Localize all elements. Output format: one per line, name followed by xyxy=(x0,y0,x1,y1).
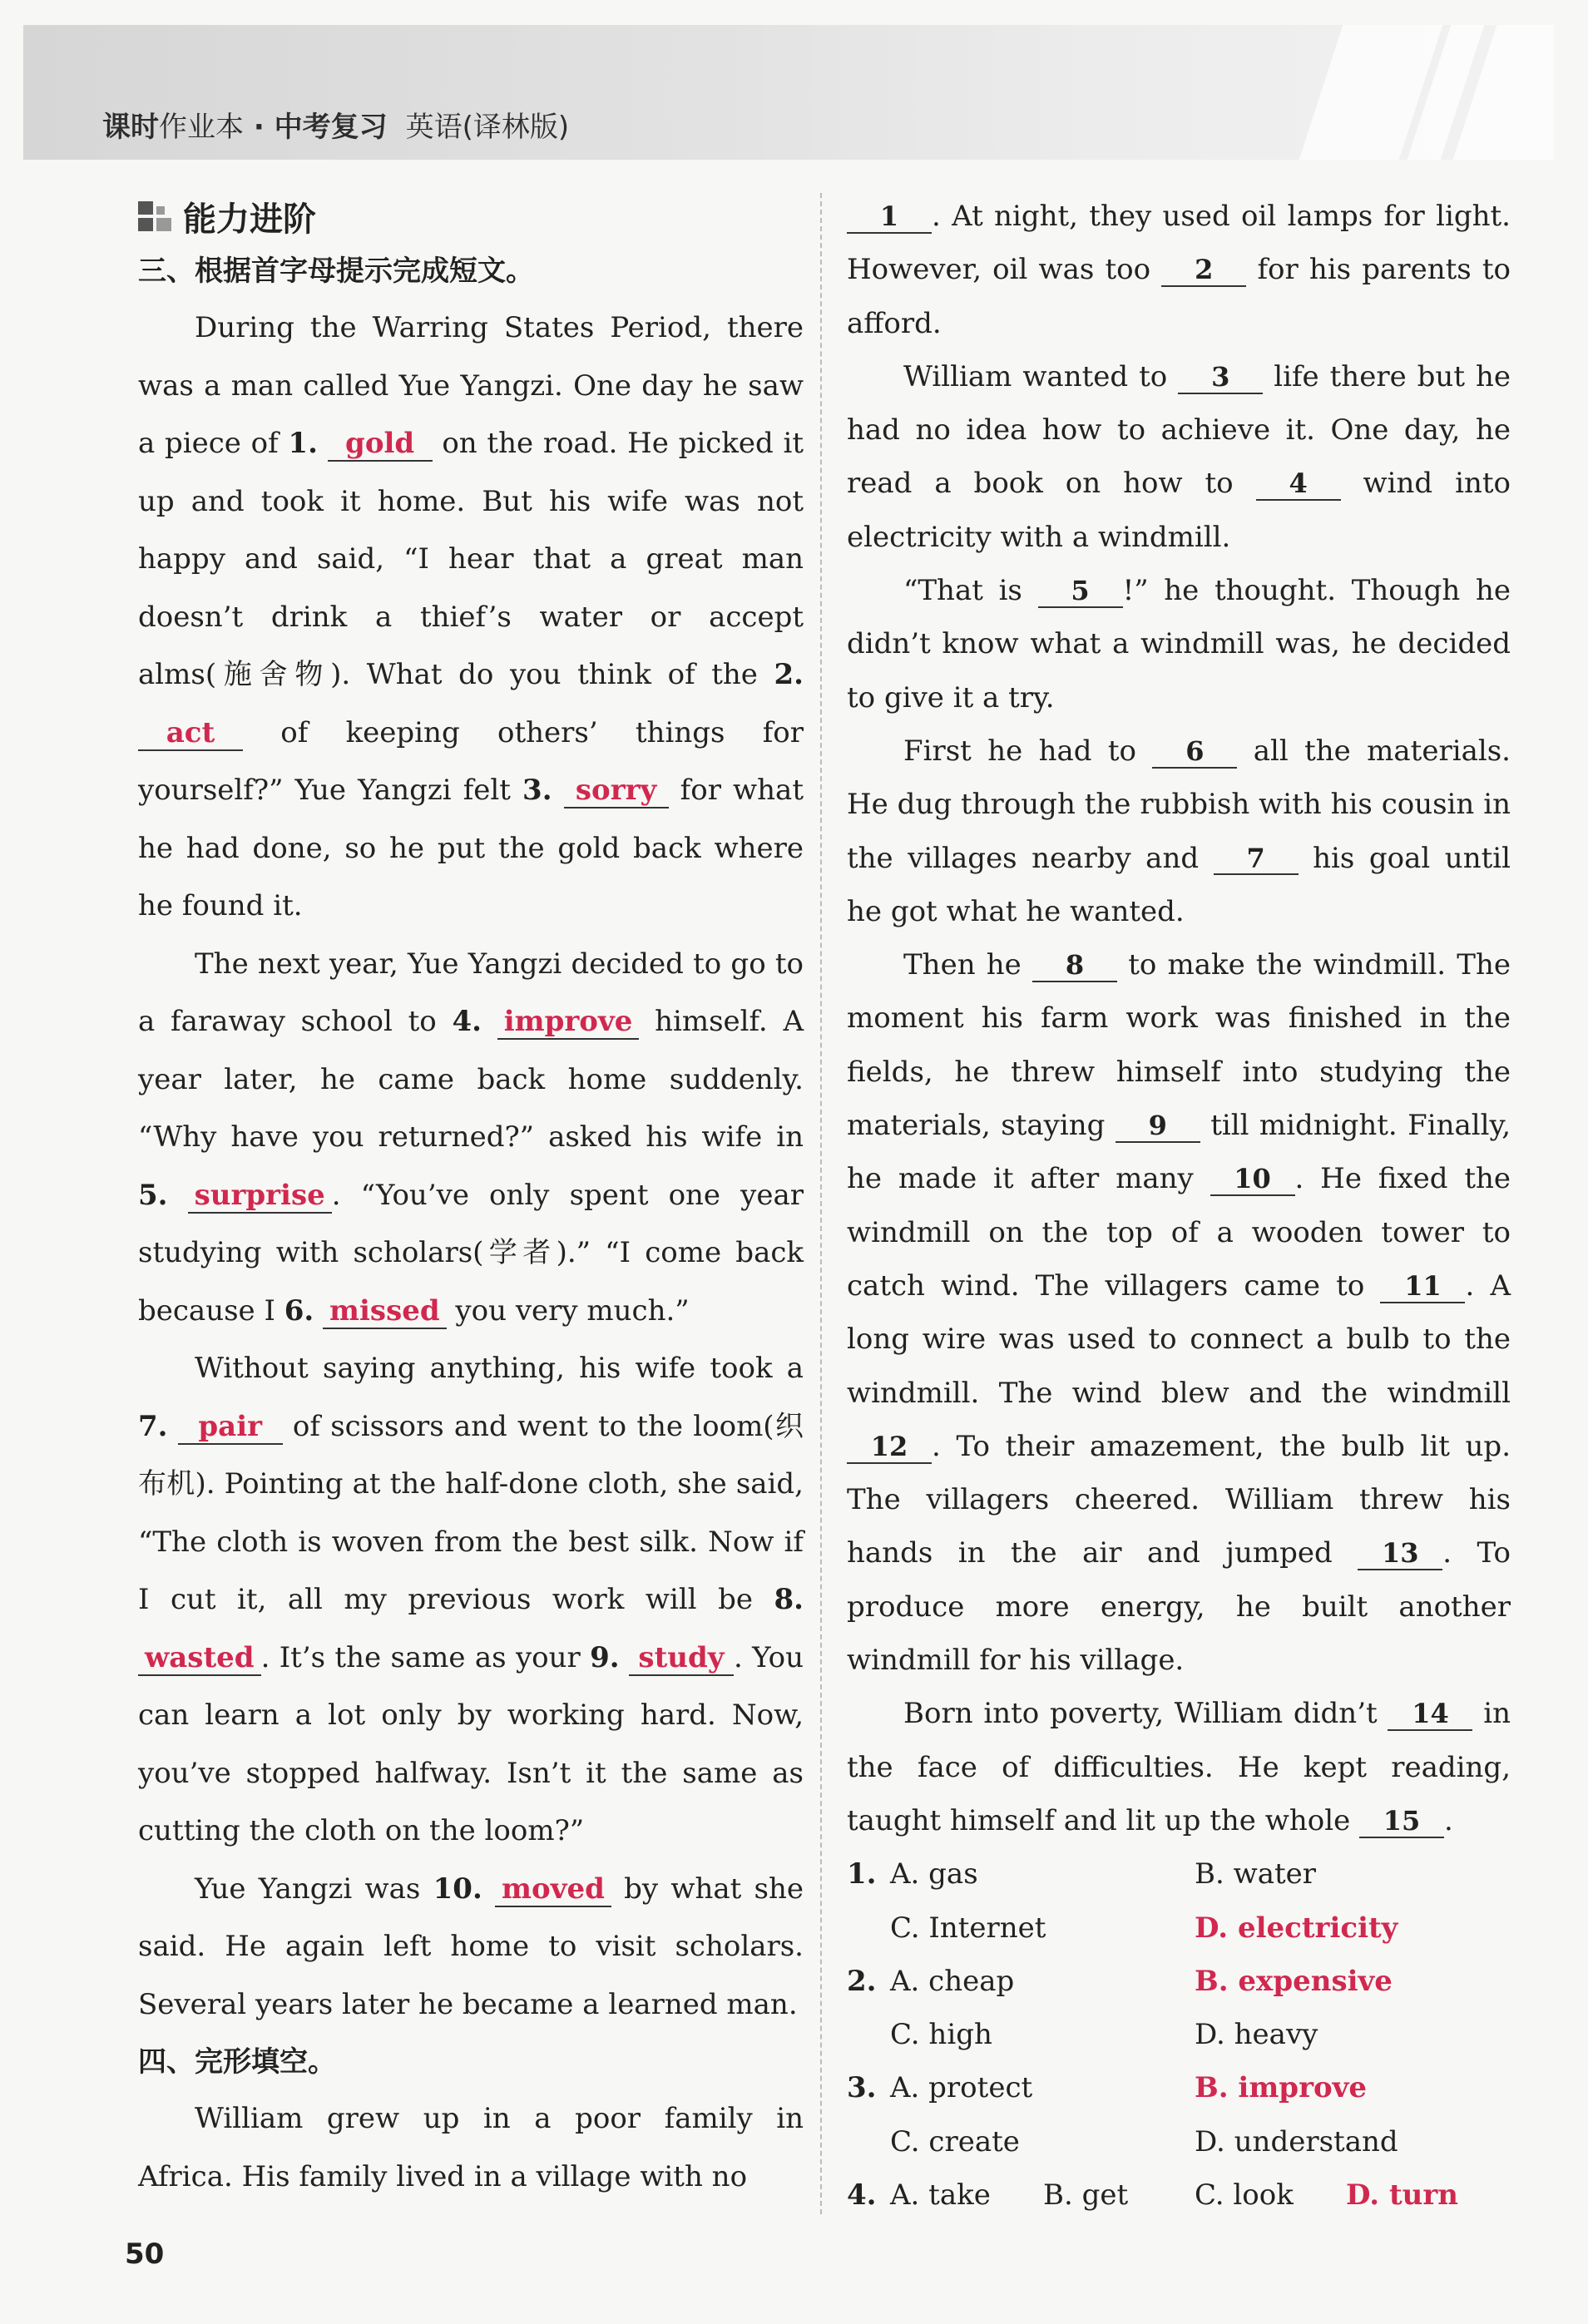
text: . To produce more energy, he built another windmill for his village. xyxy=(847,1536,1511,1678)
passage2-paragraph-3 xyxy=(847,564,1511,724)
option-a: A. protect xyxy=(890,2071,1033,2105)
option-b: B. get xyxy=(1043,2178,1129,2212)
text: all the materials. He dug through the rubbish with his cousin in the villages nearby and xyxy=(847,734,1511,875)
text: by what she said. He again left home to visit scholars. Several years later he became a learned man. xyxy=(138,1872,804,2021)
question-number: 4. xyxy=(847,2178,877,2212)
text: . He fixed the windmill on the top of a wooden tower to catch wind. The villagers came to xyxy=(847,1162,1511,1303)
option-a: A. take xyxy=(890,2178,991,2212)
task-4-instruction: 四、完形填空。 xyxy=(138,2045,336,2079)
section-blocks-icon xyxy=(138,201,171,231)
blank-number: 7. xyxy=(138,1409,168,1443)
blank-number: 9. xyxy=(590,1640,620,1674)
option-c: C. Internet xyxy=(890,1911,1046,1945)
text: for his parents to afford. xyxy=(847,253,1511,340)
text: Then he xyxy=(903,948,1032,982)
option-c: C. create xyxy=(890,2124,1020,2158)
answer-options xyxy=(847,1847,1511,2222)
answer-blank-3: sorry xyxy=(564,774,669,808)
cloze-blank-10: 10 xyxy=(1210,1164,1295,1196)
question-1-row-1 xyxy=(847,1847,1511,1901)
option-a: A. cheap xyxy=(890,1964,1015,1998)
cloze-blank-2: 2 xyxy=(1161,255,1246,287)
answer-blank-4: improve xyxy=(497,1006,640,1040)
passage1-paragraph-1 xyxy=(138,299,804,936)
subject-label: 英语(译林版) xyxy=(405,111,570,144)
page-header xyxy=(23,25,1554,160)
answer-blank-7: pair xyxy=(178,1411,283,1445)
text: you very much.” xyxy=(446,1293,690,1328)
answer-blank-10: moved xyxy=(495,1873,611,1907)
question-2-row-1 xyxy=(847,1955,1511,2008)
cloze-blank-4: 4 xyxy=(1256,468,1341,501)
answer-blank-5: surprise xyxy=(188,1179,332,1214)
option-c: C. high xyxy=(890,2018,992,2052)
task-3-instruction: 三、根据首字母提示完成短文。 xyxy=(138,255,534,288)
text: William wanted to xyxy=(903,359,1179,393)
title-part-3: 中考复习 xyxy=(274,111,388,144)
text: . At night, they used oil lamps for light. However, oil was too xyxy=(847,200,1511,287)
question-3-row-1 xyxy=(847,2061,1511,2114)
option-b: B. water xyxy=(1195,1857,1317,1891)
option-d: D. understand xyxy=(1195,2124,1398,2158)
passage1-paragraph-2 xyxy=(138,936,804,1341)
text: Without saying anything, his wife took a xyxy=(195,1352,804,1385)
text: During the Warring States Period, there was a man called Yue Yangzi. One day he saw a piece of xyxy=(138,311,804,460)
passage2-intro: William grew up in a poor family in Africa. His family lived in a village with no xyxy=(138,2102,804,2193)
cloze-blank-1: 1 xyxy=(847,201,932,234)
text: wind into electricity with a windmill. xyxy=(847,467,1511,554)
question-2-row-2 xyxy=(847,2008,1511,2061)
cloze-blank-3: 3 xyxy=(1178,362,1263,394)
text: . It’s the same as your xyxy=(260,1640,591,1674)
page-number: 50 xyxy=(125,2237,165,2271)
cloze-blank-13: 13 xyxy=(1358,1538,1442,1570)
text: . To their amazement, the bulb lit up. The villagers cheered. William threw his hands in the air and jumped xyxy=(847,1429,1511,1570)
blank-number: 6. xyxy=(284,1293,314,1328)
option-c: C. look xyxy=(1195,2178,1294,2212)
section-heading xyxy=(138,190,804,243)
question-4-row xyxy=(847,2168,1511,2222)
text: . You can learn a lot only by working hard. Now, you’ve stopped halfway. Isn’t it the same as cutting the cloth on the loom?” xyxy=(138,1640,804,1847)
text: Born into poverty, William didn’t xyxy=(903,1697,1388,1731)
cloze-blank-5: 5 xyxy=(1038,576,1123,608)
blank-number: 8. xyxy=(774,1583,804,1616)
title-part-1: 课时 xyxy=(102,111,159,144)
text: for what he had done, so he put the gold back where he found it. xyxy=(138,774,804,922)
passage1-paragraph-3 xyxy=(138,1340,804,1861)
left-column xyxy=(138,190,804,2206)
option-d-correct: D. electricity xyxy=(1195,1911,1398,1945)
text: !” he thought. Though he didn’t know what a windmill was, he decided to give it a try. xyxy=(847,574,1511,715)
text: on the road. He picked it up and took it home. But his wife was not happy and said, “I hear that a great man doesn’t drink a thief’s water or accept alms(施舍物). What do you think of the xyxy=(138,427,804,691)
book-title xyxy=(102,104,569,145)
text: himself. A year later, he came back home suddenly. “Why have you returned?” asked his wife in xyxy=(138,1005,804,1154)
passage2-paragraph-2 xyxy=(847,350,1511,564)
blank-number: 5. xyxy=(138,1178,168,1212)
option-d-correct: D. turn xyxy=(1346,2178,1459,2212)
text: The next year, Yue Yangzi decided to go to a faraway school to xyxy=(138,947,804,1038)
text: to make the windmill. The moment his farm work was finished in the fields, he threw himself into studying the materials, staying xyxy=(847,948,1511,1143)
section-title: 能力进阶 xyxy=(183,200,316,239)
cloze-blank-11: 11 xyxy=(1380,1271,1465,1303)
question-number: 1. xyxy=(847,1857,877,1891)
answer-blank-2: act xyxy=(138,717,243,751)
blank-number: 10. xyxy=(433,1872,482,1906)
text: . “You’ve only spent one year studying with scholars(学者).” “I come back because I xyxy=(138,1178,804,1328)
text: . xyxy=(1444,1803,1453,1837)
cloze-blank-12: 12 xyxy=(847,1431,932,1464)
question-1-row-2 xyxy=(847,1901,1511,1955)
text: Yue Yangzi was xyxy=(195,1872,433,1906)
option-d: D. heavy xyxy=(1195,2018,1318,2052)
cloze-blank-8: 8 xyxy=(1032,950,1117,982)
text: First he had to xyxy=(903,734,1153,768)
right-column xyxy=(847,190,1511,2222)
cloze-blank-6: 6 xyxy=(1152,736,1237,769)
question-number: 2. xyxy=(847,1964,877,1998)
answer-blank-1: gold xyxy=(328,428,433,462)
title-separator: · xyxy=(244,111,275,144)
cloze-blank-14: 14 xyxy=(1388,1698,1472,1731)
text: “That is xyxy=(903,574,1038,608)
blank-number: 4. xyxy=(452,1005,482,1038)
text: . A long wire was used to connect a bulb to the windmill. The wind blew and the windmill xyxy=(847,1268,1511,1410)
title-part-2: 作业本 xyxy=(159,111,244,144)
question-number: 3. xyxy=(847,2071,877,2105)
text: till midnight. Finally, he made it after many xyxy=(847,1109,1511,1196)
question-3-row-2 xyxy=(847,2115,1511,2168)
passage2-paragraph-6 xyxy=(847,1687,1511,1847)
text: life there but he had no idea how to achieve it. One day, he read a book on how to xyxy=(847,359,1511,501)
text: his goal until he got what he wanted. xyxy=(847,841,1511,928)
answer-blank-6: missed xyxy=(323,1295,447,1329)
passage2-paragraph-5 xyxy=(847,938,1511,1687)
answer-blank-8: wasted xyxy=(138,1642,261,1676)
passage2-paragraph-1 xyxy=(847,190,1511,350)
blank-number: 1. xyxy=(288,427,318,460)
option-b-correct: B. expensive xyxy=(1195,1964,1393,1998)
column-divider xyxy=(820,193,822,2214)
cloze-blank-15: 15 xyxy=(1359,1806,1444,1838)
text: of scissors and went to the loom(织布机). Pointing at the half-done cloth, she said, “The cloth is woven from the best silk. Now if I cut it, all my previous work will be xyxy=(138,1409,804,1616)
text: in the face of difficulties. He kept reading, taught himself and lit up the whole xyxy=(847,1697,1511,1837)
passage2-paragraph-4 xyxy=(847,724,1511,938)
blank-number: 3. xyxy=(522,774,552,807)
blank-number: 2. xyxy=(774,658,804,691)
answer-blank-9: study xyxy=(629,1642,734,1676)
option-a: A. gas xyxy=(890,1857,978,1891)
text: of keeping others’ things for yourself?” Yue Yangzi felt xyxy=(138,715,804,807)
option-b-correct: B. improve xyxy=(1195,2071,1368,2105)
cloze-blank-7: 7 xyxy=(1214,843,1299,876)
cloze-blank-9: 9 xyxy=(1116,1110,1200,1143)
passage1-paragraph-4 xyxy=(138,1861,804,2035)
